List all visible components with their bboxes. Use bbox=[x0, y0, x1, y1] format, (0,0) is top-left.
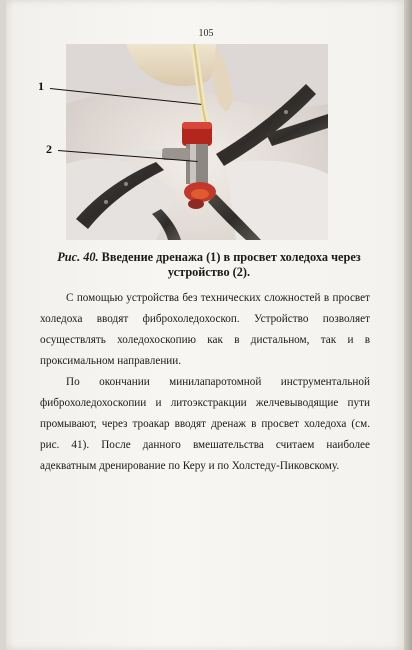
figure-caption bbox=[40, 250, 378, 280]
page-number: 105 bbox=[198, 28, 214, 39]
paragraph: С помощью устройства без технических сложностей в просвет холедоха вводят фиброхоледохоскоп. Устройство позволяет осуществлять холедохоскопию как в дистальном, так и в проксимальном направлении. bbox=[40, 292, 370, 367]
figure-number: Рис. 40. bbox=[57, 250, 99, 264]
figure-marker-1: 1 bbox=[38, 79, 44, 93]
figure-marker-2: 2 bbox=[46, 142, 52, 156]
figure-caption-text: Введение дренажа (1) в просвет холедоха через устройство (2). bbox=[98, 250, 361, 279]
figure-photo bbox=[66, 44, 328, 240]
paragraph: По окончании минилапаротомной инструментальной фиброхоледохоскопии и литоэкстракции желчевыводящие пути промывают, через троакар вводят дренаж в просвет холедоха (см. рис. 41). После данного вмешательства считаем наиболее адекватным дренирование по Керу и по Холстеду-Пиковскому. bbox=[40, 376, 370, 472]
body-text bbox=[40, 288, 370, 477]
page-edge bbox=[404, 0, 412, 650]
surgical-photo bbox=[66, 44, 328, 240]
